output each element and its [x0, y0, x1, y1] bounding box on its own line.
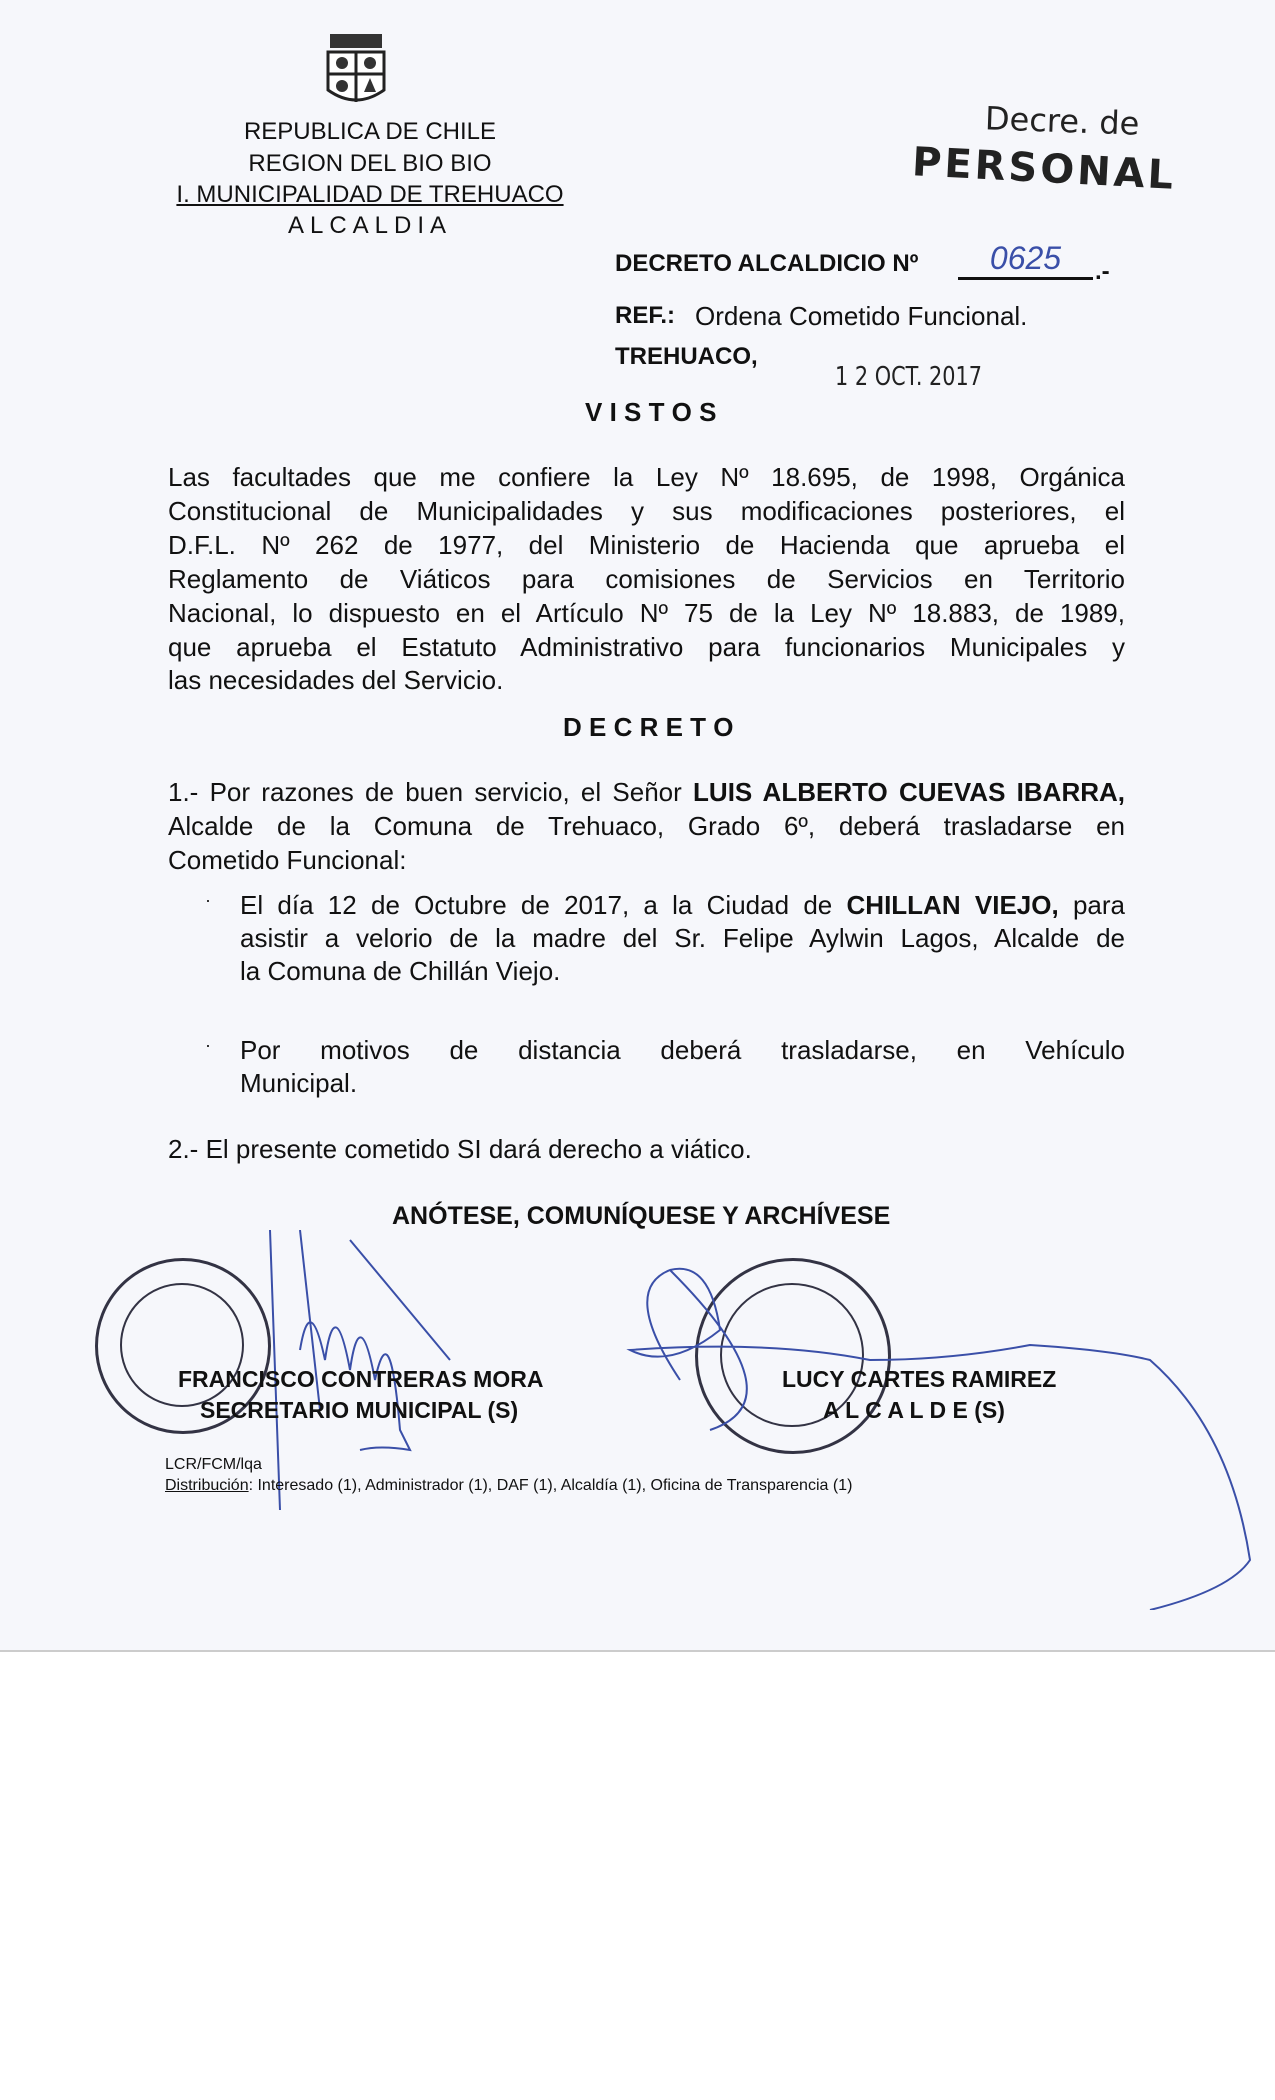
city-name: CHILLAN VIEJO, — [846, 890, 1059, 920]
vistos-line: Constitucional de Municipalidades y sus modificaciones posteriores, el — [168, 496, 1125, 526]
place: TREHUACO, — [615, 343, 758, 370]
mayor-title: A L C A L D E (S) — [823, 1397, 1005, 1423]
item1-line1 — [168, 777, 1125, 808]
vistos-line: Las facultades que me confiere la Ley Nº 18.695, de 1998, Orgánica — [168, 462, 1125, 492]
bullet1-text-end: para — [1058, 890, 1126, 920]
municipal-crest-icon — [322, 32, 390, 110]
header-municipality: I. MUNICIPALIDAD DE TREHUACO — [176, 181, 564, 208]
vistos-title: V I S T O S — [585, 397, 717, 427]
item1-text: 1.- Por razones de buen servicio, el Señor — [168, 777, 694, 807]
bullet1-line2: asistir a velorio de la madre del Sr. Felipe Aylwin Lagos, Alcalde de — [240, 923, 1125, 953]
secretary-name: FRANCISCO CONTRERAS MORA — [178, 1366, 544, 1392]
decree-number: 0625 — [958, 240, 1093, 280]
item2: 2.- El presente cometido SI dará derecho a viático. — [168, 1134, 752, 1164]
ref-text: Ordena Cometido Funcional. — [695, 301, 1028, 331]
decree-suffix: .- — [1095, 258, 1110, 285]
ref-label: REF.: — [615, 302, 675, 329]
bullet2-line1: Por motivos de distancia deberá trasladarse, en Vehículo — [240, 1035, 1125, 1065]
person-name: LUIS ALBERTO CUEVAS IBARRA, — [693, 777, 1125, 807]
item1-line2: Alcalde de la Comuna de Trehuaco, Grado 6º, deberá trasladarse en — [168, 811, 1125, 841]
vistos-line: que aprueba el Estatuto Administrativo para funcionarios Municipales y — [168, 632, 1125, 662]
mayor-name: LUCY CARTES RAMIREZ — [782, 1366, 1057, 1392]
secretary-title: SECRETARIO MUNICIPAL (S) — [200, 1397, 519, 1423]
bullet-icon: · — [205, 1035, 211, 1055]
bullet1-text: El día 12 de Octubre de 2017, a la Ciudad de — [240, 890, 847, 920]
closing-formula: ANÓTESE, COMUNÍQUESE Y ARCHÍVESE — [392, 1202, 891, 1230]
bullet-icon: · — [205, 890, 211, 910]
bullet2-line2: Municipal. — [240, 1068, 358, 1098]
header-region: REGION DEL BIO BIO — [248, 150, 492, 177]
stamp-personal: PERSONAL — [910, 139, 1178, 199]
vistos-line: Nacional, lo dispuesto en el Artículo Nº 75 de la Ley Nº 18.883, de 1989, — [168, 598, 1125, 628]
header-republic: REPUBLICA DE CHILE — [243, 118, 497, 145]
distribution-label: Distribución — [165, 1477, 249, 1494]
bullet1-line1 — [240, 890, 1125, 921]
vistos-line: Reglamento de Viáticos para comisiones de Servicios en Territorio — [168, 564, 1125, 594]
decreto-title: D E C R E T O — [563, 712, 734, 742]
date-stamp: 1 2 OCT. 2017 — [835, 362, 982, 392]
item1-line3: Cometido Funcional: — [168, 845, 407, 875]
distribution-text: : Interesado (1), Administrador (1), DAF (1), Alcaldía (1), Oficina de Transparencia (1) — [248, 1477, 853, 1494]
initials: LCR/FCM/lqa — [165, 1456, 262, 1473]
vistos-line: D.F.L. Nº 262 de 1977, del Ministerio de Hacienda que aprueba el — [168, 530, 1125, 560]
header-alcaldia: ALCALDIA — [287, 212, 453, 239]
decree-label: DECRETO ALCALDICIO Nº — [615, 250, 919, 277]
bullet1-line3: la Comuna de Chillán Viejo. — [240, 956, 561, 986]
distribution — [165, 1477, 852, 1495]
stamp-decre-de: Decre. de — [984, 99, 1141, 143]
vistos-line: las necesidades del Servicio. — [168, 665, 504, 695]
